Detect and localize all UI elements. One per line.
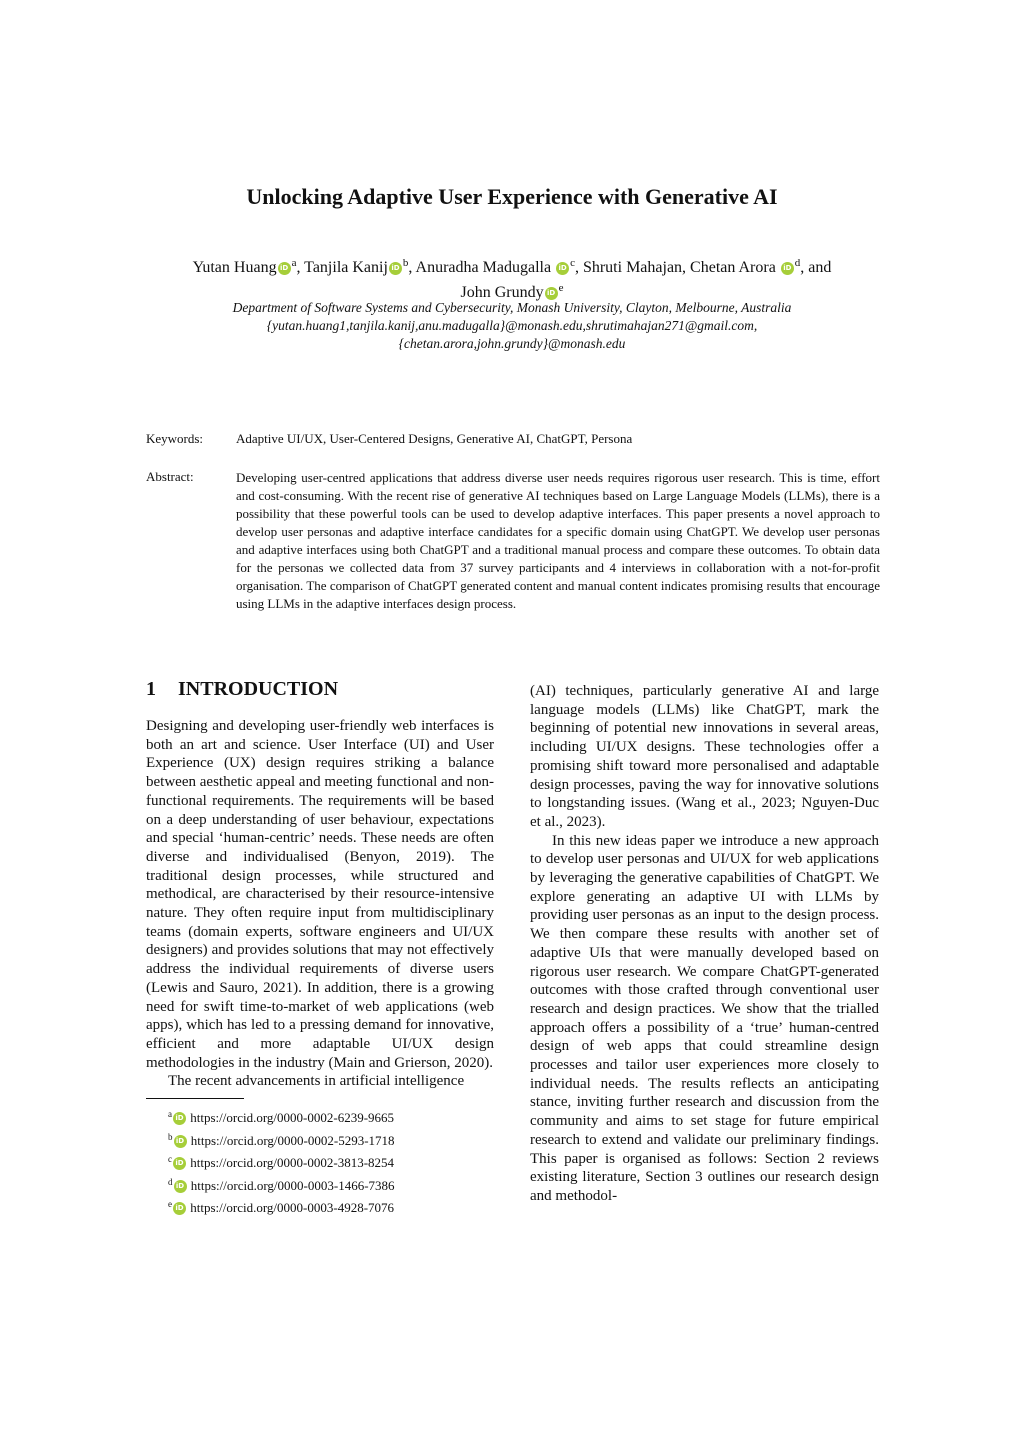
author-mark: d bbox=[794, 257, 801, 269]
orcid-link[interactable]: https://orcid.org/0000-0003-4928-7076 bbox=[190, 1200, 395, 1216]
author-separator: , bbox=[574, 259, 583, 276]
keywords-text: Adaptive UI/UX, User-Centered Designs, Generative AI, ChatGPT, Persona bbox=[236, 431, 633, 446]
section-title: INTRODUCTION bbox=[178, 678, 339, 700]
author-mark: b bbox=[402, 257, 409, 269]
affiliation: Department of Software Systems and Cybersecurity, Monash University, Clayton, Melbourne, Australia bbox=[232, 300, 792, 315]
author-name: Anuradha Madugalla bbox=[415, 259, 552, 276]
footnote-mark: c bbox=[168, 1154, 172, 1165]
author-separator: , bbox=[408, 259, 416, 276]
orcid-link[interactable]: https://orcid.org/0000-0002-3813-8254 bbox=[190, 1155, 395, 1171]
footnote bbox=[168, 1173, 494, 1196]
author-separator: , bbox=[682, 259, 691, 276]
footnote-mark: b bbox=[168, 1131, 173, 1142]
orcid-link[interactable]: https://orcid.org/0000-0002-5293-1718 bbox=[190, 1132, 395, 1148]
author-mark: c bbox=[570, 257, 575, 269]
orcid-icon: iD bbox=[173, 1157, 186, 1170]
footnote-mark: a bbox=[168, 1109, 172, 1120]
orcid-link[interactable]: https://orcid.org/0000-0002-6239-9665 bbox=[190, 1110, 395, 1126]
right-column bbox=[530, 682, 879, 1206]
footnote bbox=[168, 1195, 494, 1218]
orcid-icon[interactable]: iD bbox=[545, 287, 558, 300]
footnote bbox=[168, 1128, 494, 1151]
email-line: {yutan.huang1,tanjila.kanij,anu.madugalla}@monash.edu,shrutimahajan271@gmail.com, bbox=[266, 318, 758, 333]
section-number: 1 bbox=[146, 678, 156, 700]
orcid-icon: iD bbox=[174, 1135, 187, 1148]
author-name: Chetan Arora bbox=[690, 259, 776, 276]
footnotes bbox=[168, 1105, 494, 1218]
email-line: {chetan.arora,john.grundy}@monash.edu bbox=[398, 336, 626, 351]
footnote-mark: e bbox=[168, 1199, 172, 1210]
intro-paragraph: In this new ideas paper we introduce a new approach to develop user personas and UI/UX for web applications by leveraging the generative capabilities of ChatGPT. We explore generating an adaptive UI with LLMs by providing user personas as an input to the design process. We then compare these results with another set of adaptive UIs that were manually developed based on rigorous user research. We compare ChatGPT-generated outcomes with those crafted through conventional user research and design practices. We show that the trialled approach offers a possibility of a ‘true’ human-centred design of web apps that could streamline design processes and tailor user experiences more closely to individual needs. The results reflects an anticipating stance, inviting further research and discussion from the community and aims to set stage for future empirical research to extend and validate our preliminary findings. This paper is organised as follows: Section 2 reviews existing literature, Section 3 outlines our research design and methodol- bbox=[530, 832, 879, 1204]
footnote-divider bbox=[146, 1098, 244, 1099]
affiliation-block bbox=[100, 299, 924, 353]
author-name: John Grundy bbox=[460, 284, 544, 301]
paper-title: Unlocking Adaptive User Experience with Generative AI bbox=[246, 184, 778, 209]
author-mark: a bbox=[291, 257, 297, 269]
orcid-icon: iD bbox=[174, 1180, 187, 1193]
author-separator: , bbox=[296, 259, 305, 276]
author-list bbox=[100, 253, 924, 303]
orcid-icon[interactable]: iD bbox=[389, 262, 402, 275]
orcid-icon: iD bbox=[173, 1202, 186, 1215]
footnote bbox=[168, 1105, 494, 1128]
left-column bbox=[146, 678, 494, 1218]
intro-paragraph: The recent advancements in artificial intelligence bbox=[168, 1073, 465, 1090]
orcid-icon[interactable]: iD bbox=[556, 262, 569, 275]
footnote-mark: d bbox=[168, 1176, 173, 1187]
footnote bbox=[168, 1150, 494, 1173]
orcid-icon: iD bbox=[173, 1112, 186, 1125]
abstract-label: Abstract: bbox=[146, 469, 194, 484]
orcid-link[interactable]: https://orcid.org/0000-0003-1466-7386 bbox=[190, 1177, 395, 1193]
author-name: Tanjila Kanij bbox=[304, 259, 388, 276]
abstract-text: Developing user-centred applications that address diverse user needs requires rigorous user research. This is time, effort and cost-consuming. With the recent rise of generative AI techniques based on Large Language Models (LLMs), there is a possibility that these powerful tools can be used to develop adaptive interfaces. This paper presents a novel approach to develop user personas and adaptive interface candidates for a specific domain using ChatGPT. We develop user personas and adaptive interfaces using both ChatGPT and a traditional manual process and compare these outcomes. To obtain data for the personas we collected data from 37 survey participants and 4 interviews in collaboration with a not-for-profit organisation. The comparison of ChatGPT generated content and manual content indicates promising results that encourage using LLMs in the adaptive interfaces design process. bbox=[236, 470, 880, 611]
section-heading bbox=[146, 678, 494, 701]
keywords-label: Keywords: bbox=[146, 431, 204, 446]
orcid-icon[interactable]: iD bbox=[278, 262, 291, 275]
author-separator: , and bbox=[800, 259, 832, 276]
author-name: Shruti Mahajan bbox=[582, 259, 683, 276]
orcid-icon[interactable]: iD bbox=[781, 262, 794, 275]
intro-paragraph: Designing and developing user-friendly web interfaces is both an art and science. User Interface (UI) and User Experience (UX) design requires striking a balance between aesthetic appeal and meeting functional and non-functional requirements. The requirements will be based on a deep understanding of user behaviour, expectations and special ‘human-centric’ needs. These needs are often diverse and individualised (Benyon, 2019). The traditional design processes, while structured and methodical, are characterised by their resource-intensive nature. They often require input from multidisciplinary teams (domain experts, software engineers and UI/UX designers) and provides solutions that may not effectively address the individual requirements of diverse users (Lewis and Sauro, 2021). In addition, there is a growing need for swift time-to-market of web applications (web apps), which has led to a pressing demand for innovative, efficient and more adaptable UI/UX design methodologies in the industry (Main and Grierson, 2020). bbox=[146, 718, 494, 1071]
author-mark: e bbox=[558, 282, 564, 294]
intro-paragraph: (AI) techniques, particularly generative AI and large language models (LLMs) like ChatGPT, mark the beginning of potential new innovations in several areas, including UI/UX designs. These technologies offer a promising shift toward more personalised and adaptable design processes, paving the way for innovative solutions to longstanding issues. (Wang et al., 2023; Nguyen-Duc et al., 2023). bbox=[530, 683, 879, 830]
author-name: Yutan Huang bbox=[192, 259, 277, 276]
